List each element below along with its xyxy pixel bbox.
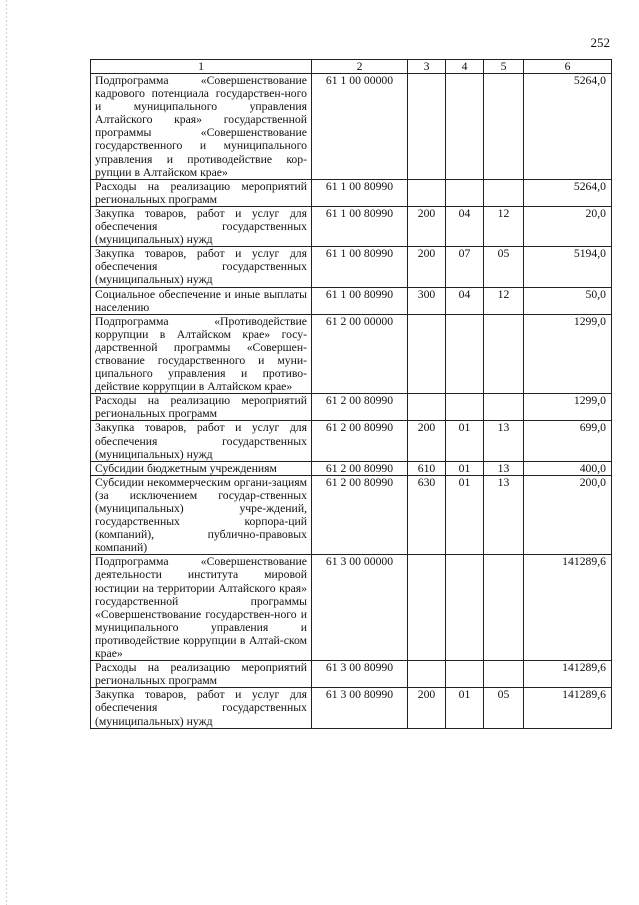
- subsection-cell: [484, 394, 524, 421]
- section-cell: 04: [446, 206, 484, 246]
- table-row: [91, 206, 612, 246]
- amount-cell: 5264,0: [524, 179, 612, 206]
- expense-type-cell: 200: [408, 688, 446, 728]
- row-name-cell: Подпрограмма «Противодействие коррупции в Алтайском крае» госу-дарственной программы «Совершен-ствование государственного и муни-ципального управления и противо-действие коррупции в Алтайском крае»: [91, 314, 312, 394]
- section-cell: 01: [446, 421, 484, 461]
- table-row: [91, 287, 612, 314]
- row-name-cell: Подпрограмма «Совершенствование деятельности института мировой юстиции на территории Алтайского края» государственной программы «Совершенствование государствен-ного и муниципального управления и противодействие коррупции в Алтай-ском крае»: [91, 555, 312, 661]
- subsection-cell: [484, 661, 524, 688]
- expense-type-cell: 300: [408, 287, 446, 314]
- table-header-row: [91, 60, 612, 74]
- table-row: [91, 461, 612, 475]
- subsection-cell: [484, 314, 524, 394]
- row-name-cell: Расходы на реализацию мероприятий региональных программ: [91, 179, 312, 206]
- header-cell-3: 3: [408, 60, 446, 74]
- row-name-cell: Закупка товаров, работ и услуг для обеспечения государственных (муниципальных) нужд: [91, 688, 312, 728]
- target-code-cell: 61 2 00 80990: [312, 421, 408, 461]
- section-cell: 01: [446, 461, 484, 475]
- subsection-cell: 05: [484, 247, 524, 287]
- section-cell: 01: [446, 475, 484, 555]
- amount-cell: 699,0: [524, 421, 612, 461]
- section-cell: [446, 314, 484, 394]
- target-code-cell: 61 2 00 80990: [312, 394, 408, 421]
- table-row: [91, 661, 612, 688]
- section-cell: [446, 555, 484, 661]
- row-name-cell: Закупка товаров, работ и услуг для обеспечения государственных (муниципальных) нужд: [91, 206, 312, 246]
- amount-cell: 20,0: [524, 206, 612, 246]
- expense-type-cell: [408, 661, 446, 688]
- section-cell: [446, 394, 484, 421]
- header-cell-1: 1: [91, 60, 312, 74]
- target-code-cell: 61 1 00 80990: [312, 247, 408, 287]
- table-row: [91, 555, 612, 661]
- amount-cell: 5194,0: [524, 247, 612, 287]
- section-cell: 01: [446, 688, 484, 728]
- expense-type-cell: 610: [408, 461, 446, 475]
- target-code-cell: 61 2 00 00000: [312, 314, 408, 394]
- page-number: 252: [590, 35, 610, 50]
- expense-type-cell: [408, 314, 446, 394]
- subsection-cell: [484, 179, 524, 206]
- amount-cell: 50,0: [524, 287, 612, 314]
- amount-cell: 1299,0: [524, 314, 612, 394]
- subsection-cell: [484, 555, 524, 661]
- section-cell: 07: [446, 247, 484, 287]
- budget-table: [90, 59, 612, 729]
- expense-type-cell: [408, 394, 446, 421]
- row-name-cell: Субсидии бюджетным учреждениям: [91, 461, 312, 475]
- subsection-cell: 05: [484, 688, 524, 728]
- section-cell: [446, 179, 484, 206]
- table-row: [91, 179, 612, 206]
- target-code-cell: 61 1 00 00000: [312, 74, 408, 180]
- row-name-cell: Подпрограмма «Совершенствование кадрового потенциала государствен-ного и муниципального управления Алтайского края» государственной программы «Совершенствование государственного и муниципального управления и противодействие кор-рупции в Алтайском крае»: [91, 74, 312, 180]
- table-row: [91, 475, 612, 555]
- row-name-cell: Закупка товаров, работ и услуг для обеспечения государственных (муниципальных) нужд: [91, 247, 312, 287]
- subsection-cell: [484, 74, 524, 180]
- subsection-cell: 12: [484, 206, 524, 246]
- expense-type-cell: 200: [408, 247, 446, 287]
- subsection-cell: 13: [484, 461, 524, 475]
- amount-cell: 1299,0: [524, 394, 612, 421]
- section-cell: [446, 661, 484, 688]
- header-cell-2: 2: [312, 60, 408, 74]
- target-code-cell: 61 1 00 80990: [312, 206, 408, 246]
- header-cell-5: 5: [484, 60, 524, 74]
- expense-type-cell: 200: [408, 421, 446, 461]
- table-row: [91, 247, 612, 287]
- expense-type-cell: [408, 74, 446, 180]
- subsection-cell: 13: [484, 475, 524, 555]
- header-cell-6: 6: [524, 60, 612, 74]
- amount-cell: 200,0: [524, 475, 612, 555]
- row-name-cell: Расходы на реализацию мероприятий региональных программ: [91, 661, 312, 688]
- table-row: [91, 394, 612, 421]
- subsection-cell: 12: [484, 287, 524, 314]
- section-cell: [446, 74, 484, 180]
- subsection-cell: 13: [484, 421, 524, 461]
- amount-cell: 5264,0: [524, 74, 612, 180]
- header-cell-4: 4: [446, 60, 484, 74]
- target-code-cell: 61 1 00 80990: [312, 287, 408, 314]
- row-name-cell: Субсидии некоммерческим органи-зациям (за исключением государ-ственных (муниципальных) учре-ждений, государственных корпора-ций (компаний), публично-правовых компаний): [91, 475, 312, 555]
- target-code-cell: 61 2 00 80990: [312, 461, 408, 475]
- amount-cell: 141289,6: [524, 661, 612, 688]
- table-row: [91, 314, 612, 394]
- table-row: [91, 688, 612, 728]
- amount-cell: 141289,6: [524, 555, 612, 661]
- row-name-cell: Закупка товаров, работ и услуг для обеспечения государственных (муниципальных) нужд: [91, 421, 312, 461]
- expense-type-cell: [408, 555, 446, 661]
- section-cell: 04: [446, 287, 484, 314]
- row-name-cell: Расходы на реализацию мероприятий региональных программ: [91, 394, 312, 421]
- target-code-cell: 61 3 00 00000: [312, 555, 408, 661]
- row-name-cell: Социальное обеспечение и иные выплаты населению: [91, 287, 312, 314]
- scan-margin-line: [6, 0, 7, 905]
- target-code-cell: 61 2 00 80990: [312, 475, 408, 555]
- target-code-cell: 61 3 00 80990: [312, 688, 408, 728]
- expense-type-cell: 630: [408, 475, 446, 555]
- expense-type-cell: 200: [408, 206, 446, 246]
- target-code-cell: 61 3 00 80990: [312, 661, 408, 688]
- table-row: [91, 421, 612, 461]
- amount-cell: 141289,6: [524, 688, 612, 728]
- expense-type-cell: [408, 179, 446, 206]
- target-code-cell: 61 1 00 80990: [312, 179, 408, 206]
- amount-cell: 400,0: [524, 461, 612, 475]
- table-row: [91, 74, 612, 180]
